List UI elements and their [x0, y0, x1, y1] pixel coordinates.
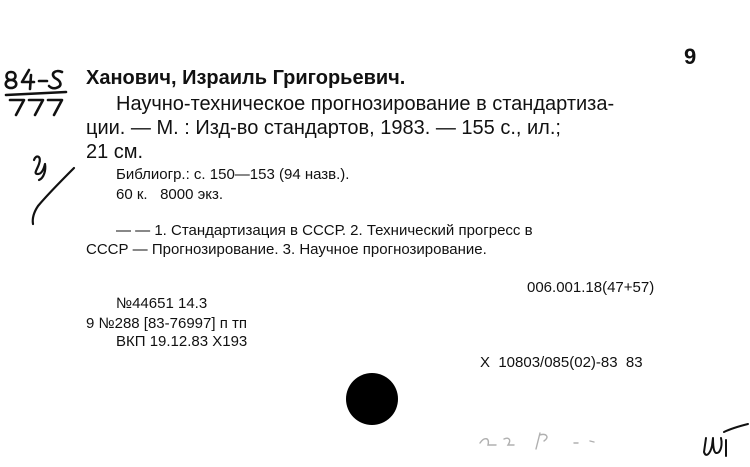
title-line-3: 21 см.: [86, 141, 144, 163]
title-line-2: ции. — М. : Изд-во стандартов, 1983. — 155 с., ил.;: [86, 117, 561, 139]
registration-line-2: 9 №288 [83-76997] п тп: [86, 315, 247, 332]
subjects-line-1: — — 1. Стандартизация в СССР. 2. Технический прогресс в: [116, 222, 533, 239]
registration-line-1: №44651 14.3: [116, 295, 208, 312]
card-punch-hole: [346, 373, 398, 425]
udc-code: 006.001.18(47+57): [527, 279, 655, 296]
page-number: 9: [684, 44, 697, 69]
handwritten-margin-mark: [26, 148, 80, 228]
handwritten-shelfmark: [2, 66, 86, 118]
registration-line-3: ВКП 19.12.83 Х193: [116, 333, 248, 350]
price-edition-note: 60 к. 8000 экз.: [116, 186, 224, 203]
title-line-1: Научно-техническое прогнозирование в стандартиза-: [116, 93, 615, 115]
author-heading: Ханович, Израиль Григорьевич.: [86, 67, 406, 89]
faint-pencil-scribble: [470, 425, 620, 455]
handwritten-corner-mark: [700, 418, 750, 464]
subjects-line-2: СССР — Прогнозирование. 3. Научное прогнозирование.: [86, 241, 487, 258]
bibliography-note: Библиогр.: с. 150—153 (94 назв.).: [116, 166, 350, 183]
index-code: Х 10803/085(02)-83 83: [480, 354, 643, 371]
